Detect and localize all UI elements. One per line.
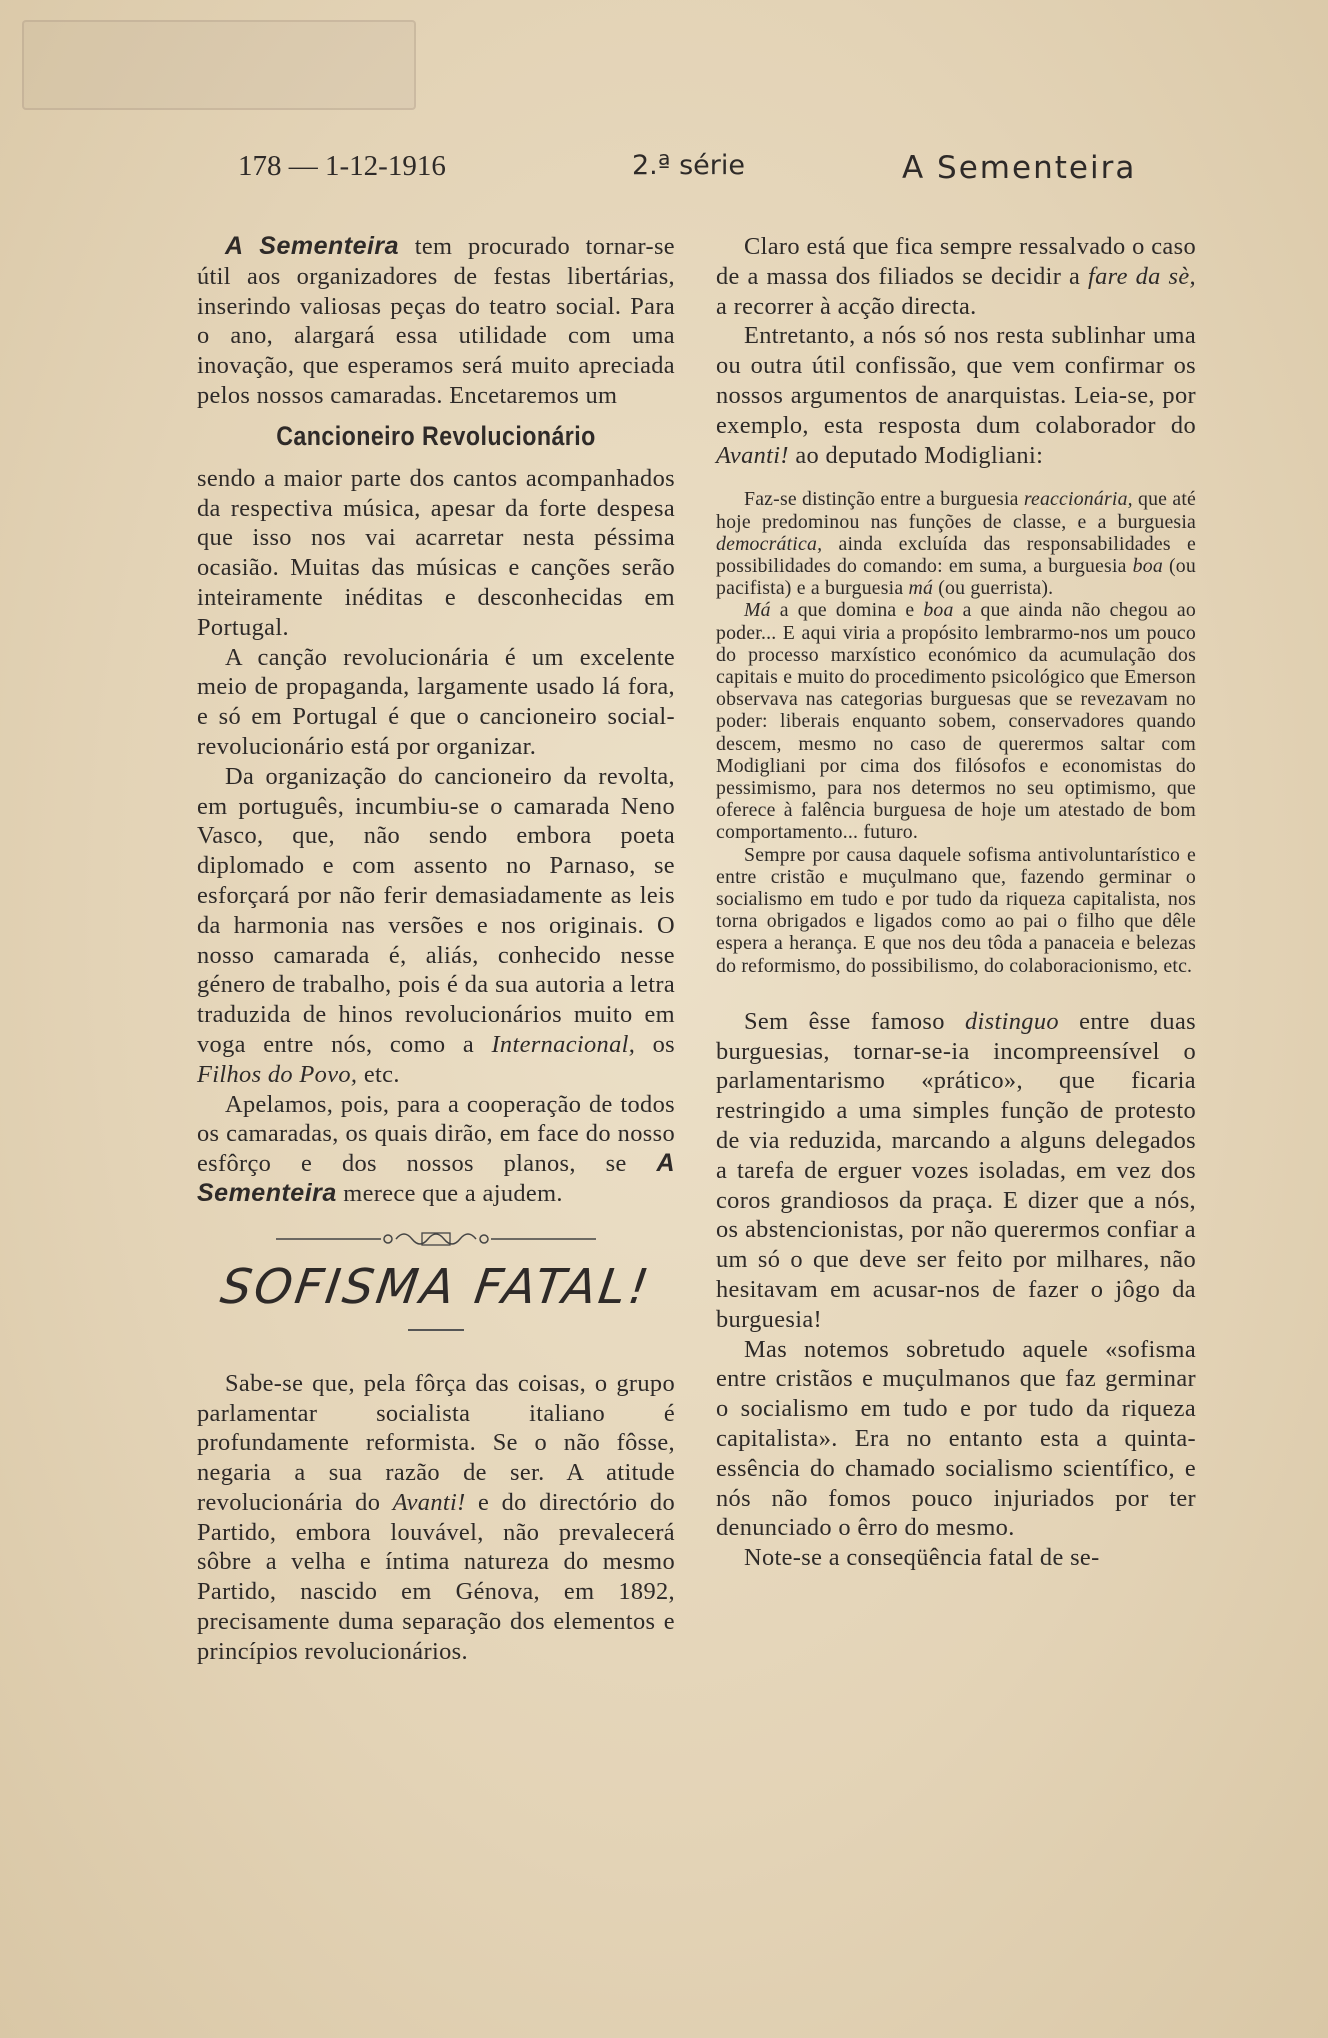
title-rule (408, 1329, 464, 1331)
left-column (197, 232, 675, 1667)
paragraph: sendo a maior parte dos cantos acompanhados da respectiva música, apesar da forte despesa que isso nos vai acarretar nesta péssima ocasião. Muitas das músicas e canções serão inteiramente inéditas e desconhecidas em Portugal. (197, 464, 675, 641)
paragraph: Entretanto, a nós só nos resta sublinhar uma ou outra útil confissão, que vem confirmar os nossos argumentos de anarquistas. Leia-se, por exemplo, esta resposta dum colaborador do Avanti! ao deputado Modigliani: (716, 322, 1196, 469)
article-title: SOFISMA FATAL! (217, 1258, 655, 1315)
intro-paragraph: A Sementeira tem procurado tornar-se útil aos organizadores de festas libertárias, inserindo valiosas peças do teatro social. Para o ano, alargará essa utilidade com uma inovação, que esperamos será muito apreciada pelos nossos camaradas. Encetaremos um (197, 232, 675, 409)
header-date: 178 — 1-12-1916 (238, 150, 446, 182)
paragraph: Sabe-se que, pela fôrça das coisas, o grupo parlamentar socialista italiano é profundamente reformista. Se o não fôsse, negaria a sua razão de ser. A atitude revolucionária do Avanti! e do directório do Partido, embora louvável, não prevalecerá sôbre a velha e íntima natureza do mesmo Partido, nascido em Génova, em 1892, precisamente duma separação dos elementos e princípios revolucionários. (197, 1369, 675, 1665)
ornament-divider (197, 1227, 675, 1251)
brand-name: A Sementeira (197, 1149, 675, 1207)
paragraph: Apelamos, pois, para a cooperação de todos os camaradas, os quais dirão, em face do nosso esfôrço e dos nossos planos, se A Sementeira merece que a ajudem. (197, 1090, 675, 1207)
paragraph: Mas notemos sobretudo aquele «sofisma entre cristãos e muçulmanos que faz germinar o socialismo em tudo e por tudo da riqueza capitalista». Era no entanto esta a quinta-essência do chamado socialismo scientífico, e nós não fomos pouco injuriados por ter denunciado o êrro do mesmo. (716, 1335, 1196, 1542)
paragraph: Claro está que fica sempre ressalvado o caso de a massa dos filiados se decidir a fare da sè, a recorrer à acção directa. (716, 233, 1196, 320)
paragraph: A canção revolucionária é um excelente meio de propaganda, largamente usado lá fora, e só em Portugal é que o cancioneiro social-revolucionário está por organizar. (197, 643, 675, 760)
quote-paragraph: Má a que domina e boa a que ainda não chegou ao poder... E aqui viria a propósito lembrarmo-nos um pouco do processo marxístico económico da acumulação dos capitais e muito do procedimento psicológico que Emerson observava nas categorias burguesas que se revezavam no poder: liberais enquanto sobem, conservadores quando descem, mesmo no caso de querermos saltar com Modigliani por cima dos filósofos e economistas do pessimismo, para nos determos no seu optimismo, que oferece à falência burguesa de hoje um atestado de bom comportamento... futuro. (716, 599, 1196, 844)
library-stamp (22, 20, 416, 110)
quote-paragraph: Faz-se distinção entre a burguesia reaccionária, que até hoje predominou nas funções de classe, e a burguesia democrática, ainda excluída das responsabilidades e possibilidades do comando: em suma, a burguesia boa (ou pacifista) e a burguesia má (ou guerrista). (716, 488, 1196, 600)
paragraph: Sem êsse famoso distinguo entre duas burguesias, tornar-se-ia incompreensível o parlamentarismo «prático», que ficaria restringido a uma simples função de protesto de via reduzida, marcando a alguns delegados a tarefa de erguer vozes isoladas, em vez dos coros grandiosos da praça. E dizer que a nós, os abstencionistas, por não querermos confiar a um só o que deve ser feito por milhares, não hesitavam em acusar-nos de fazer o jôgo da burguesia! (716, 1007, 1196, 1333)
page-header (238, 150, 1138, 194)
header-serie: 2.ª série (632, 150, 745, 181)
subhead-cancioneiro: Cancioneiro Revolucionário (276, 420, 596, 451)
header-title: A Sementeira (902, 150, 1137, 186)
quote-paragraph: Sempre por causa daquele sofisma antivoluntarístico e entre cristão e muçulmano que, fazendo germinar o socialismo em tudo e por tudo da riqueza capitalista, nos torna obrigados e ligados como ao pai o filho que dêle espera a herança. E que nos deu tôda a panaceia e belezas do reformismo, do possibilismo, do colaboracionismo, etc. (716, 843, 1196, 977)
paragraph: Da organização do cancioneiro da revolta, em português, incumbiu-se o camarada Neno Vasco, que, não sendo embora poeta diplomado e com assento no Parnaso, se esforçará por não ferir demasiadamente as leis da harmonia nas versões e nos originais. O nosso camarada é, aliás, conhecido nesse género de trabalho, pois é da sua autoria a letra traduzida de hinos revolucionários muito em voga entre nós, como a Internacional, os Filhos do Povo, etc. (197, 762, 675, 1088)
paragraph: Note-se a conseqüência fatal de se- (744, 1544, 1100, 1572)
brand-name: A Sementeira (225, 232, 400, 260)
right-column (716, 232, 1196, 1573)
